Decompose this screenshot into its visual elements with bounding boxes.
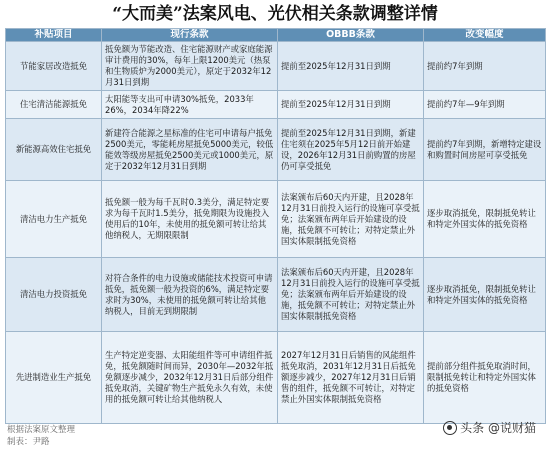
avatar-icon	[443, 421, 457, 435]
source-note: 根据法案原文整理	[7, 425, 76, 435]
row-change: 逐步取消抵免，限制抵免转让和特定外国实体的抵免资格	[424, 181, 546, 258]
row-change: 逐步取消抵免，限制抵免转让和特定外国实体的抵免资格	[424, 258, 546, 332]
row-change: 提前约7年—9年到期	[424, 91, 546, 119]
row-current: 抵免额为节能改造、住宅能源财产或家庭能源审计费用的30%，每年上限1200美元（热泵和生物质炉为2000美元），原定于2032年12月31日到期	[102, 42, 278, 91]
row-name: 先进制造业生产抵免	[6, 332, 102, 424]
table-row	[6, 91, 546, 119]
watermark	[443, 419, 536, 436]
header-change: 改变幅度	[424, 29, 546, 42]
table-row	[6, 332, 546, 424]
row-current: 新建符合能源之星标准的住宅可申请每户抵免2500美元，零能耗房屋抵免5000美元，较低能效等级房屋抵免2500美元或1000美元，原定于2032年12月31日到期	[102, 119, 278, 181]
row-name: 清洁电力投资抵免	[6, 258, 102, 332]
row-name: 清洁电力生产抵免	[6, 181, 102, 258]
row-obbb: 法案颁布后60天内开建，且2028年12月31日前投入运行的设施可享受抵免；法案颁布两年后开始建设的设施，抵免额不可转让；对特定禁止外国实体限制抵免资格	[278, 258, 424, 332]
row-change: 提前约7年到期	[424, 42, 546, 91]
table-row	[6, 42, 546, 91]
row-obbb: 法案颁布后60天内开建，且2028年12月31日前投入运行的设施可享受抵免；法案颁布两年后开始建设的设施，抵免额不可转让；对特定禁止外国实体限制抵免资格	[278, 181, 424, 258]
row-name: 新能源高效住宅抵免	[6, 119, 102, 181]
row-current: 抵免额一般为每千瓦时0.3美分，满足特定要求为每千瓦时1.5美分，抵免期限为设施投入使用后的10年，未使用的抵免额可转让给其他纳税人，无期限限制	[102, 181, 278, 258]
row-name: 住宅清洁能源抵免	[6, 91, 102, 119]
row-current: 太阳能等支出可申请30%抵免，2033年26%，2034年降22%	[102, 91, 278, 119]
row-change: 提前约7年到期，新增特定建设和购置时间房屋可享受抵免	[424, 119, 546, 181]
row-change: 提前部分组件抵免取消时间，限制抵免转让和特定外国实体的抵免资格	[424, 332, 546, 424]
page-title: “大而美”法案风电、光伏相关条款调整详情	[112, 4, 438, 24]
row-obbb: 提前至2025年12月31日到期，新建住宅须在2025年5月12日前开始建设，2026年12月31日前购置的房屋仍可享受抵免	[278, 119, 424, 181]
row-obbb: 2027年12月31日后销售的风能组件抵免取消，2031年12月31日后抵免额逐步减少，2027年12月31日后销售的组件，抵免额不可转让，对特定禁止外国实体限制抵免资格	[278, 332, 424, 424]
table-row	[6, 119, 546, 181]
row-name: 节能家居改造抵免	[6, 42, 102, 91]
watermark-text: 头条 @说财猫	[460, 421, 536, 435]
table-row	[6, 181, 546, 258]
maker-note: 制表：尹路	[7, 437, 50, 447]
row-current: 对符合条件的电力设施或储能技术投资可申请抵免，抵免额一般为投资的6%，满足特定要求时为30%，未使用的抵免额可转让给其他纳税人，目前无到期限制	[102, 258, 278, 332]
row-current: 生产特定逆变器、太阳能组件等可申请组件抵免，抵免额随时间而异，2030年—2032年抵免额逐步减少，2032年12月31日后部分组件抵免取消，关键矿物生产抵免永久有效，未使用的抵免额可转让给其他纳税人	[102, 332, 278, 424]
header-project: 补贴项目	[6, 29, 102, 42]
policy-table	[5, 28, 546, 424]
row-obbb: 提前至2025年12月31日到期	[278, 42, 424, 91]
table-row	[6, 258, 546, 332]
header-obbb: OBBB条款	[278, 29, 424, 42]
row-obbb: 提前至2025年12月31日到期	[278, 91, 424, 119]
header-current: 现行条款	[102, 29, 278, 42]
table-header-row	[6, 29, 546, 42]
